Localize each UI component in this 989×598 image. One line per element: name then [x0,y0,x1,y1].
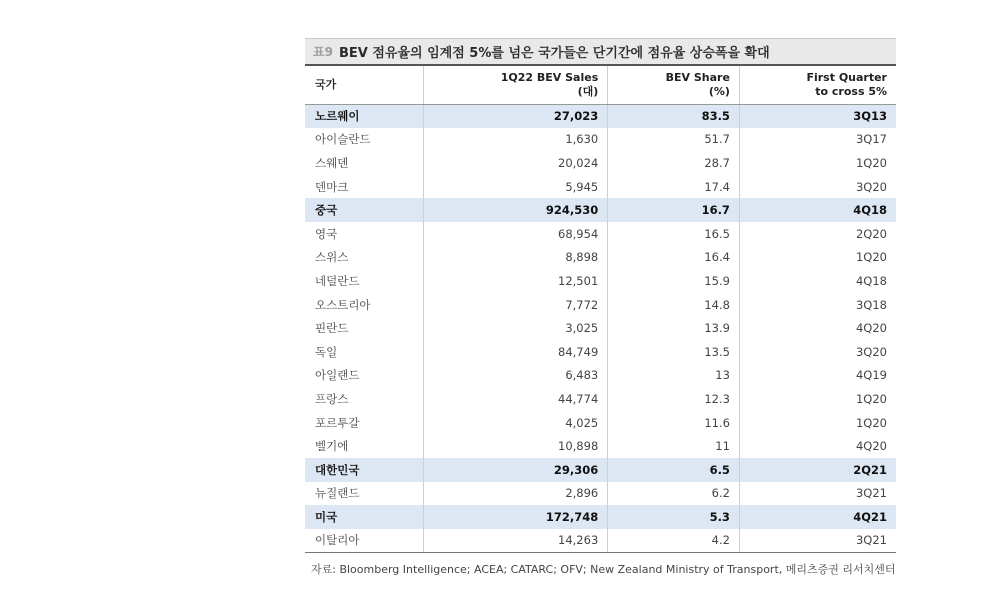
sales-cell: 3,025 [424,316,608,340]
sales-cell: 6,483 [424,364,608,388]
country-cell: 덴마크 [315,179,349,194]
share-cell: 15.9 [608,269,740,293]
share-cell: 12.3 [608,387,740,411]
share-cell: 11 [608,434,740,458]
table-row [305,175,896,199]
table-row [305,104,896,128]
table-row [305,340,896,364]
table-row [305,293,896,317]
sales-cell: 29,306 [424,458,608,482]
header-sales: 1Q22 BEV Sales (대) [424,65,608,104]
share-cell: 11.6 [608,411,740,435]
first-quarter-cell: 3Q20 [739,175,896,199]
sales-cell: 44,774 [424,387,608,411]
share-cell: 83.5 [608,104,740,128]
table-row [305,198,896,222]
share-cell: 6.5 [608,458,740,482]
sales-cell: 4,025 [424,411,608,435]
country-cell: 벨기에 [315,439,349,454]
share-cell: 14.8 [608,293,740,317]
sales-cell: 7,772 [424,293,608,317]
header-country: 국가 [305,65,424,104]
share-cell: 5.3 [608,505,740,529]
table-row [305,364,896,388]
sales-cell: 12,501 [424,269,608,293]
sales-cell: 1,630 [424,128,608,152]
first-quarter-cell: 2Q21 [739,458,896,482]
share-cell: 16.4 [608,246,740,270]
share-cell: 4.2 [608,529,740,553]
first-quarter-cell: 3Q21 [739,482,896,506]
country-cell: 대한민국 [305,458,424,482]
header-first-quarter: First Quarter to cross 5% [739,65,896,104]
share-cell: 16.7 [608,198,740,222]
country-cell: 오스트리아 [315,297,371,312]
first-quarter-cell: 1Q20 [739,151,896,175]
first-quarter-cell: 4Q20 [739,434,896,458]
share-cell: 13.9 [608,316,740,340]
first-quarter-cell: 3Q13 [739,104,896,128]
country-cell: 영국 [315,226,338,241]
share-cell: 17.4 [608,175,740,199]
country-cell: 뉴질랜드 [315,486,360,501]
figure-number: 표9 [313,45,333,59]
first-quarter-cell: 4Q18 [739,269,896,293]
table-row [305,411,896,435]
first-quarter-cell: 3Q18 [739,293,896,317]
table-title-bar [305,38,896,64]
source-note: 자료: Bloomberg Intelligence; ACEA; CATARC; OFV; New Zealand Ministry of Transport, 메리츠증권 리서치센터 [311,562,896,576]
data-table [305,64,896,553]
sales-cell: 68,954 [424,222,608,246]
figure [305,38,896,577]
table-row [305,387,896,411]
header-share: BEV Share (%) [608,65,740,104]
sales-cell: 14,263 [424,529,608,553]
first-quarter-cell: 1Q20 [739,387,896,411]
country-cell: 노르웨이 [305,104,424,128]
table-row [305,222,896,246]
sales-cell: 10,898 [424,434,608,458]
table-title: BEV 점유율의 임계점 5%를 넘은 국가들은 단기간에 점유율 상승폭을 확대 [338,46,770,61]
country-cell: 아이슬란드 [315,132,371,147]
country-cell: 독일 [315,344,338,359]
first-quarter-cell: 1Q20 [739,246,896,270]
share-cell: 6.2 [608,482,740,506]
sales-cell: 20,024 [424,151,608,175]
country-cell: 프랑스 [315,391,349,406]
first-quarter-cell: 3Q21 [739,529,896,553]
table-row [305,482,896,506]
sales-cell: 924,530 [424,198,608,222]
country-cell: 아일랜드 [315,368,360,383]
first-quarter-cell: 4Q20 [739,316,896,340]
sales-cell: 8,898 [424,246,608,270]
country-cell: 중국 [305,198,424,222]
sales-cell: 84,749 [424,340,608,364]
country-cell: 스위스 [315,250,349,265]
table-row [305,316,896,340]
first-quarter-cell: 4Q18 [739,198,896,222]
country-cell: 포르투갈 [315,415,360,430]
share-cell: 16.5 [608,222,740,246]
first-quarter-cell: 3Q20 [739,340,896,364]
table-row [305,505,896,529]
country-cell: 네덜란드 [315,273,360,288]
table-row [305,529,896,553]
share-cell: 51.7 [608,128,740,152]
country-cell: 이탈리아 [305,529,424,553]
share-cell: 13.5 [608,340,740,364]
sales-cell: 5,945 [424,175,608,199]
first-quarter-cell: 3Q17 [739,128,896,152]
header-row [305,65,896,104]
table-row [305,458,896,482]
first-quarter-cell: 4Q19 [739,364,896,388]
share-cell: 13 [608,364,740,388]
country-cell: 핀란드 [315,321,349,336]
table-body [305,104,896,552]
table-row [305,246,896,270]
sales-cell: 2,896 [424,482,608,506]
first-quarter-cell: 2Q20 [739,222,896,246]
table-row [305,269,896,293]
table-row [305,151,896,175]
share-cell: 28.7 [608,151,740,175]
sales-cell: 27,023 [424,104,608,128]
country-cell: 미국 [305,505,424,529]
sales-cell: 172,748 [424,505,608,529]
table-row [305,128,896,152]
first-quarter-cell: 1Q20 [739,411,896,435]
first-quarter-cell: 4Q21 [739,505,896,529]
table-row [305,434,896,458]
country-cell: 스웨덴 [315,155,349,170]
